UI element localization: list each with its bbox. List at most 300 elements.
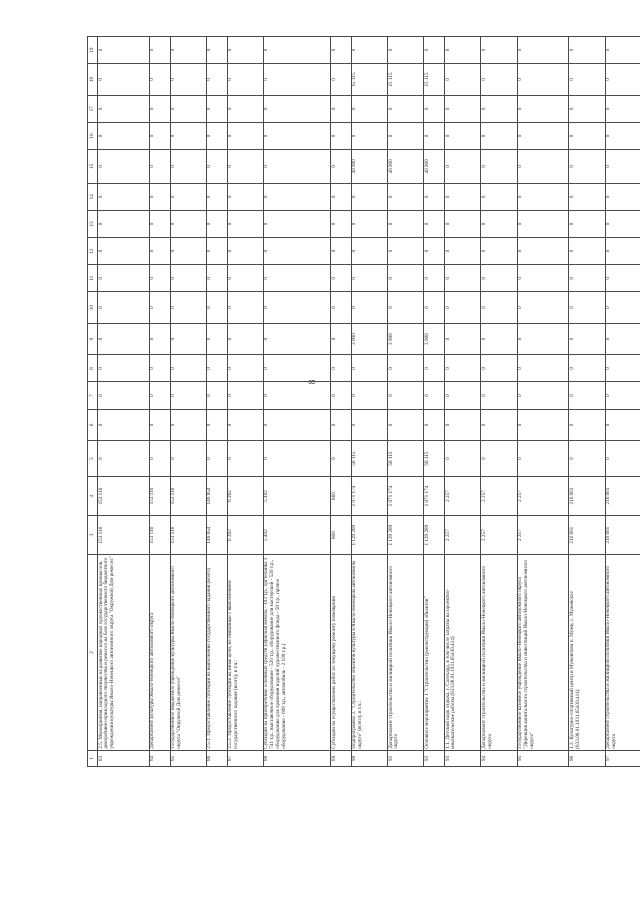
value-cell: 0 — [149, 122, 170, 149]
description-cell: Подпрограмма 3. "Строительство объектов культуры в Ямало-Ненецком автономном округе" (всего), в т.ч.: — [351, 555, 387, 751]
value-cell: 0 — [170, 64, 206, 96]
value-cell: 0 — [227, 355, 263, 382]
column-header: 18 — [88, 64, 98, 96]
value-cell: 0 — [569, 382, 605, 409]
description-cell: Государственное казенное учреждение Ямало-Ненецкого автономного округа "Дирекция капитального строительства и инвестиций Ямало-Ненецкого автономного округа" — [517, 555, 569, 751]
value-cell: 0 — [351, 292, 387, 324]
value-cell: 0 — [170, 183, 206, 210]
description-cell: 1.1. Детский парк отдыха, г. Салехард, в том числе затраты на проектно-изыскательские работы (833.08.01.1031.65430.414) — [445, 555, 481, 751]
value-cell: 0 — [331, 238, 352, 265]
value-cell: 0 — [206, 323, 227, 355]
value-cell: 0 — [517, 441, 569, 477]
value-cell: 0 — [605, 64, 640, 96]
value-cell: 0 — [517, 238, 569, 265]
row-number-cell: 94 — [481, 750, 517, 766]
value-cell: 0 — [351, 95, 387, 122]
rotated-table-container — [87, 36, 640, 767]
value-cell: 0 — [206, 122, 227, 149]
column-header: 16 — [88, 122, 98, 149]
value-cell: 58 115 — [388, 441, 424, 477]
value-cell: 15 115 — [424, 64, 445, 96]
column-header: 15 — [88, 150, 98, 184]
value-cell: 0 — [98, 265, 150, 292]
value-cell: 0 — [424, 382, 445, 409]
value-cell: 3 000 — [424, 323, 445, 355]
page-number: 8 — [307, 379, 317, 385]
value-cell: 0 — [227, 183, 263, 210]
table-row — [569, 37, 605, 767]
value-cell: 0 — [149, 355, 170, 382]
value-cell: 0 — [263, 238, 330, 265]
value-cell: 0 — [227, 441, 263, 477]
value-cell: 153 116 — [149, 477, 170, 516]
value-cell: 0 — [445, 210, 481, 237]
value-cell: 0 — [351, 122, 387, 149]
value-cell: 0 — [605, 95, 640, 122]
value-cell: 0 — [481, 292, 517, 324]
value-cell: 0 — [98, 122, 150, 149]
value-cell: 153 116 — [149, 516, 170, 555]
value-cell: 146 854 — [206, 477, 227, 516]
value-cell: 0 — [170, 37, 206, 64]
value-cell: 0 — [149, 409, 170, 441]
value-cell: 0 — [388, 292, 424, 324]
value-cell: 0 — [388, 122, 424, 149]
value-cell: 0 — [263, 382, 330, 409]
value-cell: 0 — [263, 150, 330, 184]
value-cell: 0 — [98, 95, 150, 122]
value-cell: 0 — [170, 122, 206, 149]
value-cell: 0 — [388, 238, 424, 265]
row-number-cell: 91 — [388, 750, 424, 766]
value-cell: 0 — [331, 382, 352, 409]
table-row — [170, 37, 206, 767]
value-cell: 0 — [206, 210, 227, 237]
description-cell: Основное мероприятие 1 "Строительство (реконструкция) объектов" — [424, 555, 445, 751]
value-cell: 0 — [445, 441, 481, 477]
value-cell: 0 — [605, 150, 640, 184]
value-cell: 0 — [445, 64, 481, 96]
value-cell: 0 — [388, 37, 424, 64]
value-cell: 0 — [98, 238, 150, 265]
value-cell: 0 — [445, 37, 481, 64]
column-header: 17 — [88, 95, 98, 122]
row-number-cell: 87 — [227, 750, 263, 766]
value-cell: 0 — [517, 265, 569, 292]
table-row — [331, 37, 352, 767]
value-cell: 0 — [227, 95, 263, 122]
value-cell: 216 661 — [569, 477, 605, 516]
row-number-cell: 93 — [445, 750, 481, 766]
value-cell: 0 — [149, 441, 170, 477]
value-cell: 0 — [227, 64, 263, 96]
value-cell: 0 — [517, 95, 569, 122]
column-header: 9 — [88, 323, 98, 355]
value-cell: 0 — [263, 37, 330, 64]
header-row — [88, 37, 98, 767]
column-header: 12 — [88, 238, 98, 265]
table-row — [206, 37, 227, 767]
value-cell: 0 — [388, 210, 424, 237]
value-cell: 0 — [206, 441, 227, 477]
value-cell: 0 — [170, 292, 206, 324]
value-cell: 0 — [481, 64, 517, 96]
value-cell: 0 — [605, 37, 640, 64]
row-number-cell: 92 — [424, 750, 445, 766]
row-number-cell: 88 — [263, 750, 330, 766]
value-cell: 2 257 — [481, 516, 517, 555]
value-cell: 2 257 — [517, 516, 569, 555]
value-cell: 0 — [98, 37, 150, 64]
description-cell: 2.5.1. Предоставление субсидии на выполнение государственного задания (всего) — [206, 555, 227, 751]
description-cell: 1.2. Культурно-спортивный центр в Мужевском п. Мужи, с. Мужевское (833.08.01.1031.65430.414) — [569, 555, 605, 751]
table-row — [445, 37, 481, 767]
value-cell: 0 — [331, 150, 352, 184]
table-row — [424, 37, 445, 767]
value-cell: 0 — [227, 292, 263, 324]
value-cell: 0 — [424, 238, 445, 265]
row-number-cell: 83 — [98, 750, 150, 766]
value-cell: 153 116 — [170, 516, 206, 555]
value-cell: 0 — [445, 238, 481, 265]
row-number-cell: 96 — [569, 750, 605, 766]
value-cell: 15 115 — [351, 64, 387, 96]
value-cell: 0 — [445, 292, 481, 324]
value-cell: 0 — [445, 382, 481, 409]
value-cell: 0 — [206, 292, 227, 324]
value-cell: 0 — [206, 183, 227, 210]
value-cell: 0 — [424, 37, 445, 64]
value-cell: 0 — [424, 409, 445, 441]
value-cell: 0 — [351, 210, 387, 237]
value-cell: 0 — [351, 238, 387, 265]
value-cell: 0 — [569, 355, 605, 382]
value-cell: 0 — [170, 265, 206, 292]
column-header: 14 — [88, 183, 98, 210]
value-cell: 0 — [331, 95, 352, 122]
value-cell: 0 — [424, 122, 445, 149]
value-cell: 2 257 — [481, 477, 517, 516]
value-cell: 0 — [517, 64, 569, 96]
value-cell: 0 — [98, 355, 150, 382]
value-cell: 0 — [331, 37, 352, 64]
financing-table — [87, 36, 640, 767]
value-cell: 0 — [388, 265, 424, 292]
value-cell: 216 661 — [605, 516, 640, 555]
value-cell: 153 116 — [170, 477, 206, 516]
description-cell: Департамент строительства и жилищной политики Ямало-Ненецкого автономного округа — [388, 555, 424, 751]
value-cell: 0 — [517, 183, 569, 210]
value-cell: 6 262 — [227, 516, 263, 555]
value-cell: 0 — [149, 265, 170, 292]
table-row — [351, 37, 387, 767]
value-cell: 0 — [517, 323, 569, 355]
value-cell: 0 — [331, 210, 352, 237]
value-cell: 0 — [206, 355, 227, 382]
value-cell: 0 — [481, 37, 517, 64]
value-cell: 40 000 — [388, 150, 424, 184]
value-cell: 0 — [98, 64, 150, 96]
value-cell: 0 — [351, 265, 387, 292]
value-cell: 0 — [206, 64, 227, 96]
table-body — [98, 37, 640, 767]
table-row — [98, 37, 150, 767]
value-cell: 0 — [149, 238, 170, 265]
value-cell: 0 — [98, 183, 150, 210]
value-cell: 0 — [331, 122, 352, 149]
value-cell: 0 — [227, 323, 263, 355]
value-cell: 0 — [263, 323, 330, 355]
value-cell: 0 — [351, 183, 387, 210]
description-cell: Департамент культуры Ямало-Ненецкого автономного округа — [149, 555, 170, 751]
table-row — [481, 37, 517, 767]
column-header: 8 — [88, 355, 98, 382]
value-cell: 0 — [170, 210, 206, 237]
table-row — [605, 37, 640, 767]
value-cell: 0 — [351, 409, 387, 441]
value-cell: 216 661 — [605, 477, 640, 516]
value-cell: 0 — [206, 238, 227, 265]
value-cell: 0 — [605, 441, 640, 477]
value-cell: 0 — [445, 95, 481, 122]
value-cell: 146 854 — [206, 516, 227, 555]
value-cell: 0 — [481, 210, 517, 237]
value-cell: 0 — [481, 441, 517, 477]
value-cell: 0 — [569, 441, 605, 477]
value-cell: 0 — [481, 265, 517, 292]
description-cell: 2.5. Мероприятия, направленные на развитие народных художественных промыслов, декоративно-прикладного творчества и ремесел на базе государственного бюджетного учреждения культуры Ямало-Ненецкого автономного округа "Окружной Дом ремесел" — [98, 555, 150, 751]
value-cell: 1 071 174 — [388, 477, 424, 516]
value-cell: 0 — [331, 323, 352, 355]
value-cell: 1 129 289 — [424, 516, 445, 555]
value-cell: 0 — [569, 64, 605, 96]
value-cell: 0 — [445, 265, 481, 292]
value-cell: 0 — [206, 150, 227, 184]
column-header: 6 — [88, 409, 98, 441]
value-cell: 0 — [517, 355, 569, 382]
row-number-cell: 97 — [605, 750, 640, 766]
description-cell: Департамент строительства и жилищной политики Ямало-Ненецкого автономного округа — [605, 555, 640, 751]
table-row — [149, 37, 170, 767]
value-cell: 58 115 — [424, 441, 445, 477]
value-cell: 0 — [331, 265, 352, 292]
value-cell: 0 — [227, 122, 263, 149]
table-row — [517, 37, 569, 767]
value-cell: 153 116 — [98, 516, 150, 555]
value-cell: 0 — [98, 409, 150, 441]
value-cell: 0 — [149, 150, 170, 184]
value-cell: 0 — [481, 355, 517, 382]
column-header: 11 — [88, 265, 98, 292]
value-cell: 0 — [445, 183, 481, 210]
value-cell: 0 — [481, 323, 517, 355]
value-cell: 0 — [149, 183, 170, 210]
value-cell: 58 115 — [351, 441, 387, 477]
value-cell: 0 — [149, 64, 170, 96]
table-row — [263, 37, 330, 767]
value-cell: 0 — [98, 441, 150, 477]
column-header: 3 — [88, 516, 98, 555]
row-number-cell: 86 — [206, 750, 227, 766]
value-cell: 0 — [98, 323, 150, 355]
value-cell: 0 — [569, 238, 605, 265]
value-cell: 0 — [263, 441, 330, 477]
value-cell: 0 — [605, 382, 640, 409]
value-cell: 0 — [481, 183, 517, 210]
value-cell: 2 257 — [445, 477, 481, 516]
value-cell: 0 — [569, 409, 605, 441]
value-cell: 0 — [388, 409, 424, 441]
column-header: 13 — [88, 210, 98, 237]
value-cell: 0 — [424, 265, 445, 292]
value-cell: 0 — [98, 150, 150, 184]
value-cell: 0 — [605, 238, 640, 265]
value-cell: 0 — [569, 323, 605, 355]
value-cell: 0 — [206, 409, 227, 441]
value-cell: 0 — [227, 265, 263, 292]
value-cell: 0 — [517, 409, 569, 441]
value-cell: 0 — [149, 382, 170, 409]
value-cell: 0 — [331, 292, 352, 324]
value-cell: 1 071 174 — [424, 477, 445, 516]
value-cell: 0 — [170, 323, 206, 355]
value-cell: 0 — [227, 238, 263, 265]
description-cell: Государственное бюджетное учреждение культуры Ямало-Ненецкого автономного округа "Окружной Дом ремесел" — [170, 555, 206, 751]
value-cell: 0 — [206, 265, 227, 292]
value-cell: 0 — [605, 355, 640, 382]
value-cell: 0 — [263, 64, 330, 96]
value-cell: 0 — [331, 355, 352, 382]
value-cell: 0 — [605, 265, 640, 292]
value-cell: 0 — [206, 37, 227, 64]
value-cell: 0 — [481, 95, 517, 122]
value-cell: 0 — [388, 183, 424, 210]
value-cell: 0 — [331, 441, 352, 477]
value-cell: 153 116 — [98, 477, 150, 516]
description-cell: 2.5.2. Предоставление субсидии на иные цели, не связанные с выполнением государственного задания (всего), в т.ч.: — [227, 555, 263, 751]
value-cell: 6 262 — [227, 477, 263, 516]
value-cell: 40 000 — [351, 150, 387, 184]
value-cell: 0 — [351, 355, 387, 382]
column-header: 7 — [88, 382, 98, 409]
value-cell: 0 — [424, 292, 445, 324]
value-cell: 2 257 — [517, 477, 569, 516]
column-header: 4 — [88, 477, 98, 516]
row-number-cell: 85 — [170, 750, 206, 766]
value-cell: 0 — [517, 292, 569, 324]
description-cell: Департамент строительства и жилищной политики Ямало-Ненецкого автономного округа — [481, 555, 517, 751]
row-number-cell: 90 — [351, 750, 387, 766]
value-cell: 0 — [569, 95, 605, 122]
description-cell: Субсидии на осуществление работ по текущему ремонту помещения — [331, 555, 352, 751]
value-cell: 860 — [331, 516, 352, 555]
value-cell: 0 — [206, 95, 227, 122]
table-row — [388, 37, 424, 767]
value-cell: 0 — [351, 37, 387, 64]
value-cell: 0 — [517, 122, 569, 149]
value-cell: 0 — [263, 95, 330, 122]
value-cell: 0 — [517, 210, 569, 237]
column-header: 1 — [88, 750, 98, 766]
value-cell: 0 — [517, 150, 569, 184]
value-cell: 0 — [445, 355, 481, 382]
value-cell: 0 — [569, 265, 605, 292]
value-cell: 0 — [481, 382, 517, 409]
value-cell: 0 — [331, 409, 352, 441]
value-cell: 0 — [263, 265, 330, 292]
value-cell: 0 — [263, 210, 330, 237]
value-cell: 0 — [445, 409, 481, 441]
value-cell: 1 071 174 — [351, 477, 387, 516]
value-cell: 0 — [481, 238, 517, 265]
value-cell: 0 — [149, 37, 170, 64]
value-cell: 0 — [424, 210, 445, 237]
value-cell: 0 — [206, 382, 227, 409]
value-cell: 0 — [517, 382, 569, 409]
value-cell: 0 — [445, 122, 481, 149]
column-header: 19 — [88, 37, 98, 64]
value-cell: 5 402 — [263, 477, 330, 516]
value-cell: 0 — [569, 122, 605, 149]
value-cell: 0 — [388, 95, 424, 122]
row-number-cell: 95 — [517, 750, 569, 766]
value-cell: 40 000 — [424, 150, 445, 184]
column-header: 10 — [88, 292, 98, 324]
value-cell: 3 000 — [388, 323, 424, 355]
value-cell: 0 — [227, 37, 263, 64]
value-cell: 0 — [445, 323, 481, 355]
value-cell: 0 — [569, 183, 605, 210]
value-cell: 0 — [605, 409, 640, 441]
value-cell: 0 — [388, 355, 424, 382]
value-cell: 0 — [149, 95, 170, 122]
value-cell: 0 — [170, 441, 206, 477]
value-cell: 0 — [569, 150, 605, 184]
value-cell: 0 — [424, 183, 445, 210]
value-cell: 0 — [263, 122, 330, 149]
row-number-cell: 89 — [331, 750, 352, 766]
value-cell: 0 — [517, 37, 569, 64]
value-cell: 0 — [605, 183, 640, 210]
value-cell: 0 — [481, 409, 517, 441]
row-number-cell: 84 — [149, 750, 170, 766]
value-cell: 0 — [605, 122, 640, 149]
value-cell: 0 — [227, 409, 263, 441]
value-cell: 0 — [227, 382, 263, 409]
value-cell: 0 — [170, 409, 206, 441]
value-cell: 0 — [331, 183, 352, 210]
value-cell: 0 — [227, 210, 263, 237]
value-cell: 0 — [263, 183, 330, 210]
value-cell: 0 — [98, 382, 150, 409]
value-cell: 0 — [263, 355, 330, 382]
value-cell: 0 — [149, 323, 170, 355]
value-cell: 0 — [170, 238, 206, 265]
value-cell: 0 — [227, 150, 263, 184]
value-cell: 0 — [98, 210, 150, 237]
value-cell: 2 257 — [445, 516, 481, 555]
value-cell: 0 — [605, 210, 640, 237]
value-cell: 0 — [149, 292, 170, 324]
value-cell: 0 — [351, 382, 387, 409]
value-cell: 0 — [424, 355, 445, 382]
table-row — [227, 37, 263, 767]
value-cell: 0 — [569, 37, 605, 64]
value-cell: 0 — [98, 292, 150, 324]
value-cell: 0 — [481, 122, 517, 149]
value-cell: 0 — [263, 292, 330, 324]
value-cell: 0 — [170, 150, 206, 184]
